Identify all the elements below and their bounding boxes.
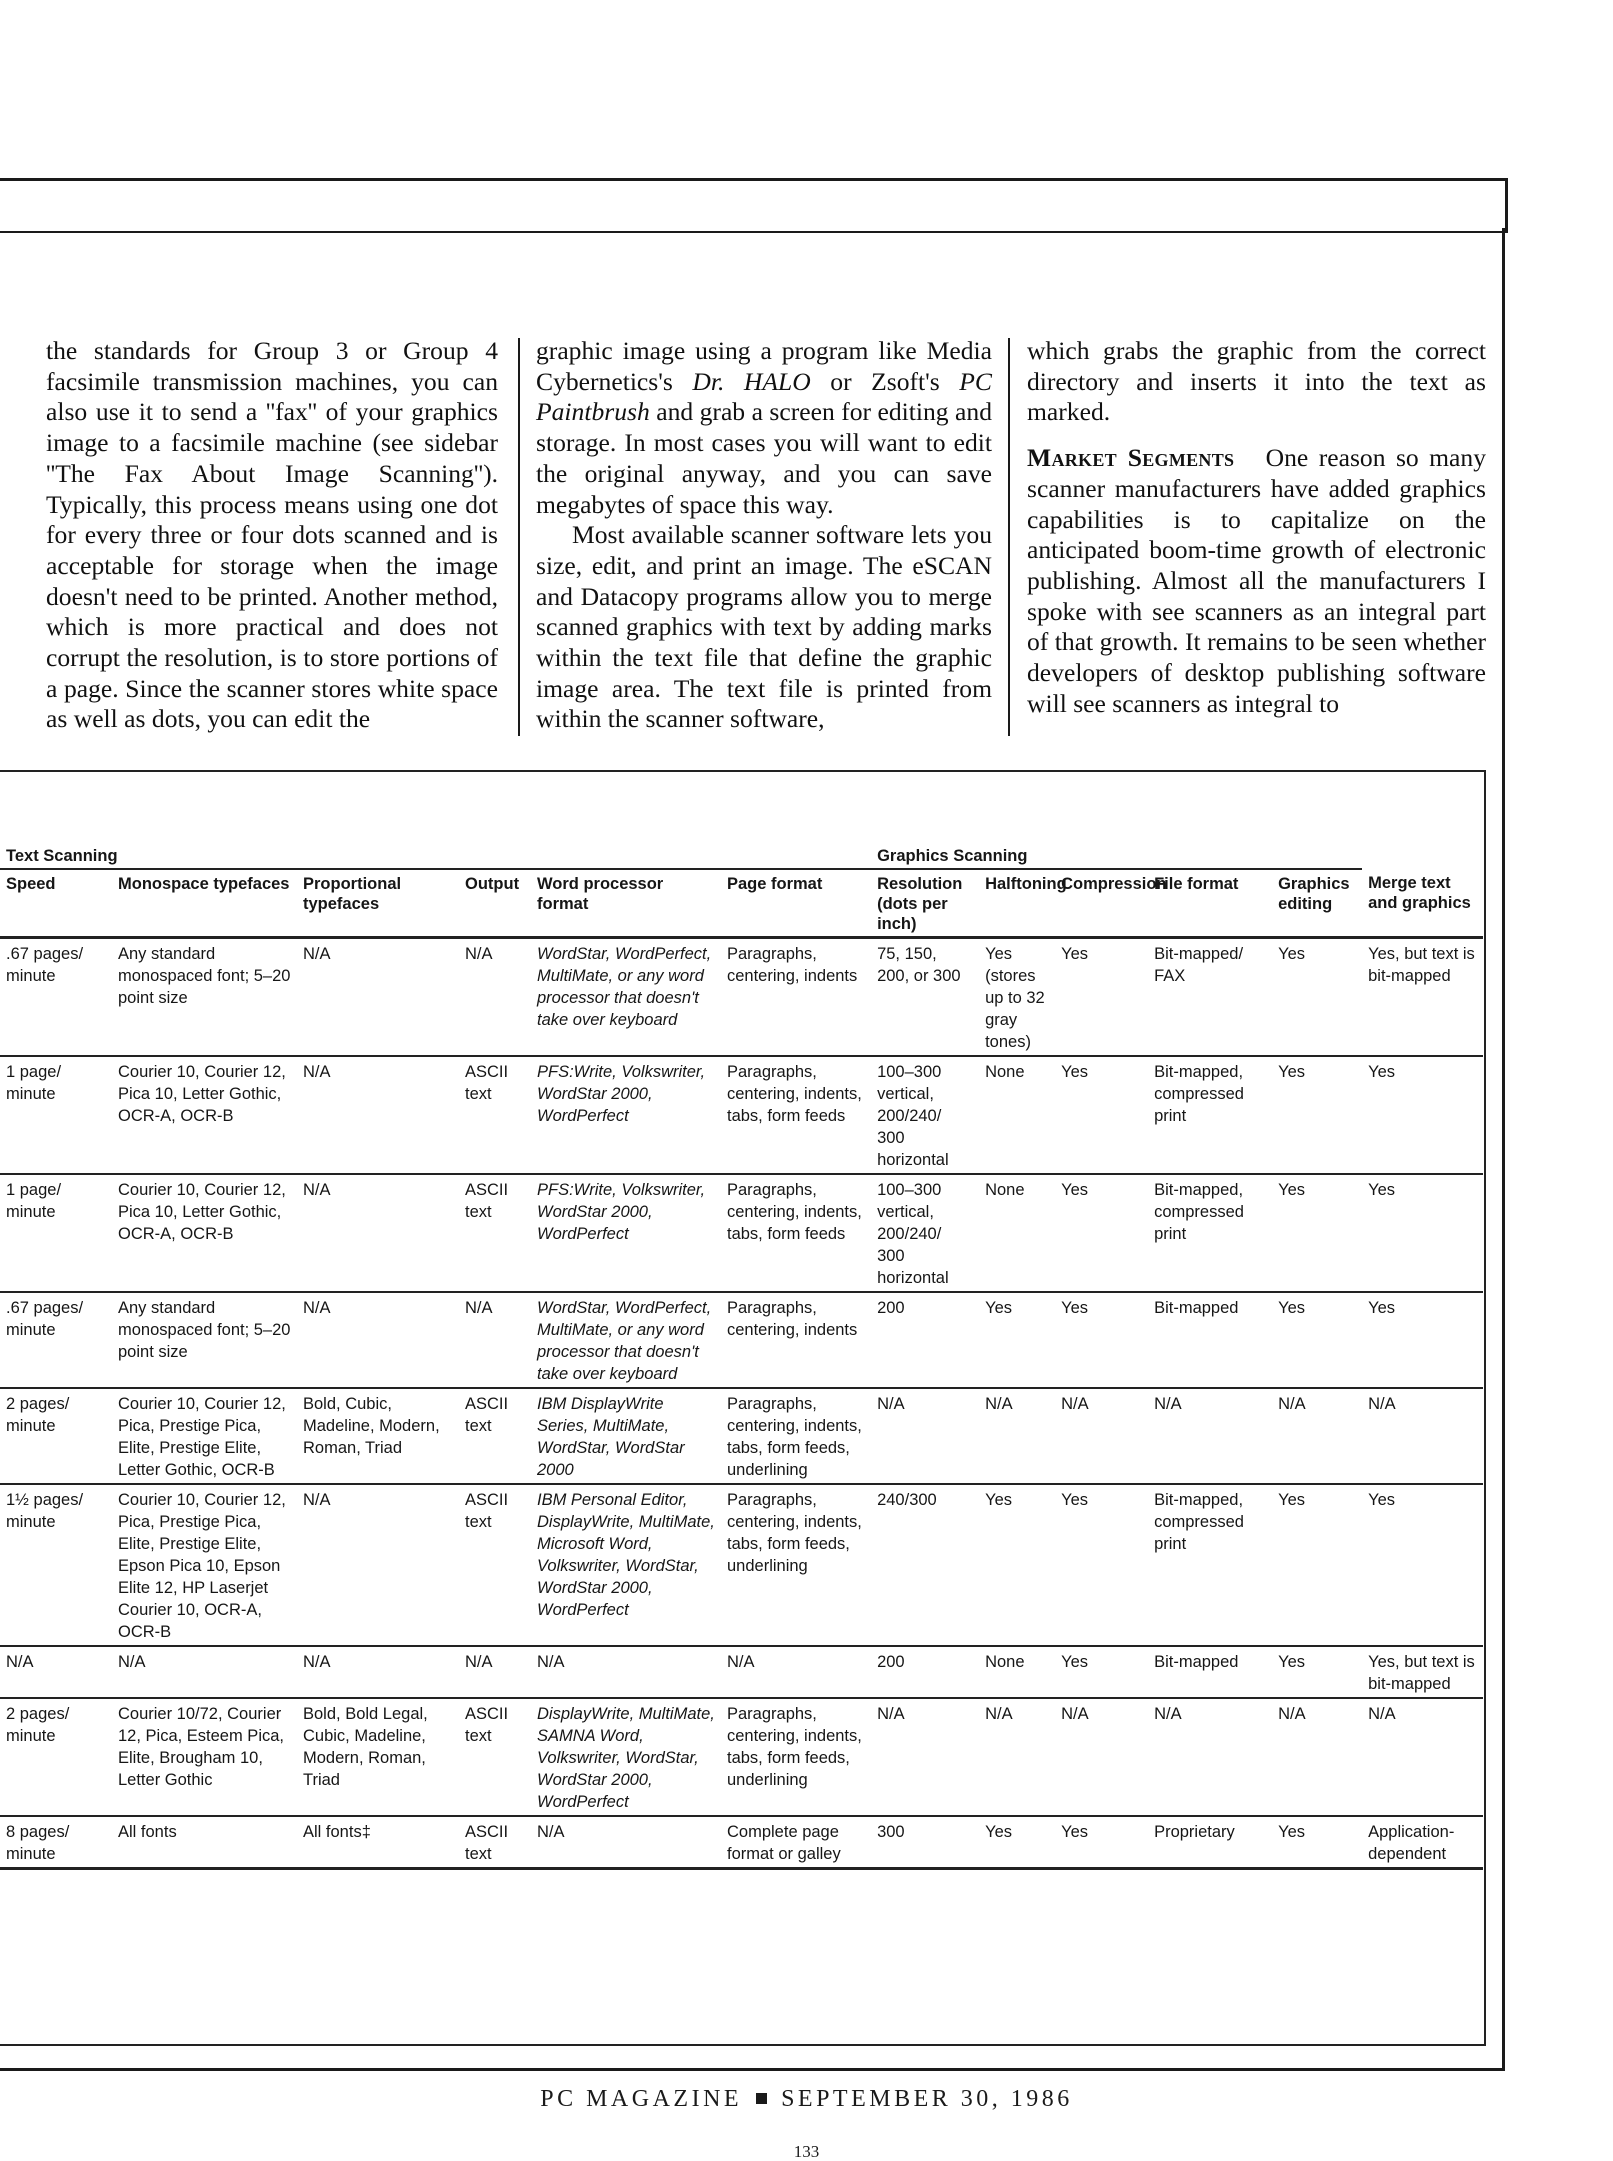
cell-page-format: Paragraphs, centering, indents, tabs, form feeds bbox=[727, 1181, 862, 1243]
cell-output: ASCII text bbox=[465, 1705, 509, 1745]
scanner-spec-table bbox=[0, 842, 1483, 1870]
cell-monospace: Courier 10, Courier 12, Pica, Prestige Pica, Elite, Prestige Elite, Epson Pica 10, Epson Elite 12, HP Laserjet Courier 10, OCR-A, OCR-B bbox=[118, 1491, 286, 1641]
cell-page-format: N/A bbox=[727, 1653, 755, 1671]
cell-graphics-editing: Yes bbox=[1278, 1823, 1305, 1841]
cell-file-format: N/A bbox=[1154, 1705, 1182, 1723]
cell-word-processor: DisplayWrite, MultiMate, SAMNA Word, Volkswriter, WordStar, WordStar 2000, WordPerfect bbox=[537, 1705, 715, 1811]
table-row bbox=[0, 1388, 1483, 1484]
cell-merge: Yes bbox=[1368, 1491, 1396, 1509]
header-compression: Compression bbox=[1055, 869, 1148, 938]
cell-output: ASCII text bbox=[465, 1491, 509, 1531]
col2-text-a: graphic image using a program like Media Cybernetics's bbox=[536, 336, 992, 396]
cell-compression: Yes bbox=[1061, 1299, 1088, 1317]
cell-speed: 2 pages/ minute bbox=[6, 1705, 70, 1745]
cell-merge: Yes bbox=[1368, 1063, 1396, 1081]
cell-proportional: N/A bbox=[303, 945, 331, 963]
col2-text-c: or Zsoft's bbox=[810, 366, 960, 396]
cell-output: ASCII text bbox=[465, 1181, 509, 1221]
cell-page-format: Paragraphs, centering, indents bbox=[727, 945, 858, 985]
column-1-text: the standards for Group 3 or Group 4 facsimile transmission machines, you can also use it to send a ''fax'' of your graphics image to a facsimile machine (see sidebar ''The Fax About Image Scanning''). Typically, this process means using one dot for every three or four dots scanned and is acceptable for storage when the image doesn't need to be printed. Another method, which is more practical and does not corrupt the resolution, is to store portions of a page. Since the scanner stores white space as well as dots, you can edit the bbox=[46, 336, 498, 734]
cell-merge: Yes, but text is bit-mapped bbox=[1368, 1653, 1475, 1693]
table-row bbox=[0, 1292, 1483, 1388]
cell-graphics-editing: Yes bbox=[1278, 1653, 1305, 1671]
page-frame-bottom bbox=[0, 2068, 1505, 2071]
cell-compression: Yes bbox=[1061, 1063, 1088, 1081]
header-monospace: Monospace typefaces bbox=[112, 869, 297, 938]
cell-resolution: 75, 150, 200, or 300 bbox=[877, 945, 961, 985]
cell-merge: Yes, but text is bit-mapped bbox=[1368, 945, 1475, 985]
cell-proportional: N/A bbox=[303, 1299, 331, 1317]
cell-resolution: 100–300 vertical, 200/240/ 300 horizontal bbox=[877, 1181, 949, 1287]
cell-monospace: Courier 10, Courier 12, Pica 10, Letter Gothic, OCR-A, OCR-B bbox=[118, 1063, 286, 1125]
article-column-2 bbox=[536, 336, 992, 746]
cell-file-format: N/A bbox=[1154, 1395, 1182, 1413]
header-page-format: Page format bbox=[721, 869, 871, 938]
cell-word-processor: WordStar, WordPerfect, MultiMate, or any word processor that doesn't take over keyboard bbox=[537, 945, 712, 1029]
header-merge: Merge text and graphics bbox=[1362, 869, 1483, 938]
cell-proportional: N/A bbox=[303, 1653, 331, 1671]
cell-graphics-editing: N/A bbox=[1278, 1705, 1306, 1723]
cell-word-processor: PFS:Write, Volkswriter, WordStar 2000, WordPerfect bbox=[537, 1063, 706, 1125]
cell-merge: N/A bbox=[1368, 1395, 1396, 1413]
cell-merge: N/A bbox=[1368, 1705, 1396, 1723]
cell-merge: Yes bbox=[1368, 1299, 1396, 1317]
footer-date: SEPTEMBER 30, 1986 bbox=[781, 2086, 1073, 2112]
cell-speed: .67 pages/ minute bbox=[6, 1299, 84, 1339]
cell-speed: 2 pages/ minute bbox=[6, 1395, 70, 1435]
cell-file-format: Bit-mapped bbox=[1154, 1653, 1239, 1671]
column-3-paragraph-2-text: One reason so many scanner manufacturers have added graphics capabilities is to capitalize on the anticipated boom-time growth of electronic publishing. Almost all the manufacturers I spoke with see scanners as an integral part of that growth. It remains to be seen whether developers of desktop publishing software will see scanners as integral to bbox=[1027, 443, 1486, 718]
col2-text-e: and grab a screen for editing and storage. In most cases you will want to edit the original anyway, and you can save megabytes of space this way. bbox=[536, 397, 992, 519]
cell-resolution: N/A bbox=[877, 1705, 905, 1723]
section-heading-market-segments: Market Segments bbox=[1027, 443, 1235, 473]
article-column-3 bbox=[1027, 336, 1486, 746]
cell-file-format: Bit-mapped/ FAX bbox=[1154, 945, 1244, 985]
cell-graphics-editing: Yes bbox=[1278, 945, 1305, 963]
page-number: 133 bbox=[793, 2142, 820, 2161]
cell-halftoning: Yes bbox=[985, 1823, 1012, 1841]
cell-output: N/A bbox=[465, 945, 493, 963]
cell-speed: 1½ pages/ minute bbox=[6, 1491, 84, 1531]
header-output: Output bbox=[459, 869, 531, 938]
cell-graphics-editing: Yes bbox=[1278, 1491, 1305, 1509]
header-resolution: Resolution (dots per inch) bbox=[871, 869, 979, 938]
cell-monospace: Courier 10, Courier 12, Pica, Prestige Pica, Elite, Prestige Elite, Letter Gothic, OCR-B bbox=[118, 1395, 286, 1479]
cell-page-format: Paragraphs, centering, indents, tabs, form feeds, underlining bbox=[727, 1705, 862, 1789]
cell-page-format: Paragraphs, centering, indents, tabs, form feeds, underlining bbox=[727, 1491, 862, 1575]
cell-resolution: 240/300 bbox=[877, 1491, 937, 1509]
header-file-format: File format bbox=[1148, 869, 1272, 938]
cell-speed: 1 page/ minute bbox=[6, 1181, 62, 1221]
table-row bbox=[0, 1484, 1483, 1646]
column-rule-2 bbox=[1008, 338, 1010, 736]
footer-bullet-icon bbox=[756, 2093, 767, 2104]
column-2-paragraph-2: Most available scanner software lets you size, edit, and print an image. The eSCAN and Datacopy programs allow you to merge scanned graphics with text by adding marks within the text file that define the graphic image area. The text file is printed from within the scanner software, bbox=[536, 520, 992, 734]
page-frame-top bbox=[0, 178, 1508, 233]
cell-word-processor: PFS:Write, Volkswriter, WordStar 2000, WordPerfect bbox=[537, 1181, 706, 1243]
group-header-row bbox=[0, 842, 1483, 869]
cell-output: N/A bbox=[465, 1299, 493, 1317]
cell-word-processor: N/A bbox=[537, 1823, 565, 1841]
cell-output: N/A bbox=[465, 1653, 493, 1671]
cell-proportional: Bold, Cubic, Madeline, Modern, Roman, Triad bbox=[303, 1395, 440, 1457]
cell-proportional: All fonts‡ bbox=[303, 1823, 371, 1841]
footer-magazine: PC MAGAZINE bbox=[540, 2086, 743, 2112]
cell-file-format: Proprietary bbox=[1154, 1823, 1235, 1841]
cell-word-processor: N/A bbox=[537, 1653, 565, 1671]
cell-monospace: Any standard monospaced font; 5–20 point size bbox=[118, 945, 291, 1007]
cell-compression: Yes bbox=[1061, 1491, 1088, 1509]
cell-compression: Yes bbox=[1061, 1823, 1088, 1841]
cell-compression: N/A bbox=[1061, 1705, 1089, 1723]
page-frame-right bbox=[1502, 228, 1505, 2071]
cell-graphics-editing: Yes bbox=[1278, 1063, 1305, 1081]
column-2-paragraph-1 bbox=[536, 336, 992, 520]
column-3-paragraph-1: which grabs the graphic from the correct directory and inserts it into the text as marked. bbox=[1027, 336, 1486, 427]
cell-monospace: Courier 10/72, Courier 12, Pica, Esteem Pica, Elite, Brougham 10, Letter Gothic bbox=[118, 1705, 284, 1789]
group-empty-cell bbox=[1362, 842, 1483, 869]
cell-halftoning: Yes bbox=[985, 1491, 1012, 1509]
cell-speed: .67 pages/ minute bbox=[6, 945, 84, 985]
cell-monospace: N/A bbox=[118, 1653, 146, 1671]
cell-graphics-editing: Yes bbox=[1278, 1181, 1305, 1199]
cell-speed: 8 pages/ minute bbox=[6, 1823, 70, 1863]
table-row bbox=[0, 1056, 1483, 1174]
article-column-1 bbox=[46, 336, 498, 746]
column-rule-1 bbox=[518, 338, 520, 736]
table-row bbox=[0, 1698, 1483, 1816]
cell-compression: N/A bbox=[1061, 1395, 1089, 1413]
cell-proportional: N/A bbox=[303, 1491, 331, 1509]
cell-monospace: Courier 10, Courier 12, Pica 10, Letter Gothic, OCR-A, OCR-B bbox=[118, 1181, 286, 1243]
header-proportional: Proportional typefaces bbox=[297, 869, 459, 938]
cell-graphics-editing: Yes bbox=[1278, 1299, 1305, 1317]
cell-word-processor: IBM DisplayWrite Series, MultiMate, WordStar, WordStar 2000 bbox=[537, 1395, 685, 1479]
cell-file-format: Bit-mapped, compressed print bbox=[1154, 1063, 1244, 1125]
column-3-paragraph-2 bbox=[1027, 443, 1486, 719]
table-row bbox=[0, 1646, 1483, 1698]
cell-resolution: 300 bbox=[877, 1823, 905, 1841]
cell-resolution: N/A bbox=[877, 1395, 905, 1413]
cell-proportional: Bold, Bold Legal, Cubic, Madeline, Modern, Roman, Triad bbox=[303, 1705, 428, 1789]
cell-monospace: Any standard monospaced font; 5–20 point size bbox=[118, 1299, 291, 1361]
group-graphics-scanning: Graphics Scanning bbox=[871, 842, 1362, 869]
cell-resolution: 100–300 vertical, 200/240/ 300 horizontal bbox=[877, 1063, 949, 1169]
cell-page-format: Paragraphs, centering, indents, tabs, form feeds bbox=[727, 1063, 862, 1125]
cell-speed: 1 page/ minute bbox=[6, 1063, 62, 1103]
cell-merge: Yes bbox=[1368, 1181, 1396, 1199]
header-graphics-editing: Graphics editing bbox=[1272, 869, 1362, 938]
cell-resolution: 200 bbox=[877, 1653, 905, 1671]
cell-compression: Yes bbox=[1061, 1181, 1088, 1199]
cell-graphics-editing: N/A bbox=[1278, 1395, 1306, 1413]
group-text-scanning: Text Scanning bbox=[0, 842, 871, 869]
cell-speed: N/A bbox=[6, 1653, 34, 1671]
header-word-processor: Word processor format bbox=[531, 869, 721, 938]
cell-halftoning: None bbox=[985, 1653, 1025, 1671]
cell-file-format: Bit-mapped, compressed print bbox=[1154, 1491, 1244, 1553]
cell-halftoning: None bbox=[985, 1063, 1025, 1081]
column-header-row bbox=[0, 869, 1483, 938]
col2-product-dr-halo: Dr. HALO bbox=[692, 366, 811, 396]
cell-halftoning: N/A bbox=[985, 1705, 1013, 1723]
cell-compression: Yes bbox=[1061, 1653, 1088, 1671]
cell-halftoning: N/A bbox=[985, 1395, 1013, 1413]
header-halftoning: Halftoning bbox=[979, 869, 1055, 938]
cell-compression: Yes bbox=[1061, 945, 1088, 963]
table-row bbox=[0, 938, 1483, 1057]
cell-monospace: All fonts bbox=[118, 1823, 177, 1841]
cell-halftoning: Yes (stores up to 32 gray tones) bbox=[985, 945, 1045, 1051]
cell-halftoning: Yes bbox=[985, 1299, 1012, 1317]
cell-halftoning: None bbox=[985, 1181, 1025, 1199]
cell-file-format: Bit-mapped, compressed print bbox=[1154, 1181, 1244, 1243]
cell-page-format: Paragraphs, centering, indents, tabs, form feeds, underlining bbox=[727, 1395, 862, 1479]
cell-output: ASCII text bbox=[465, 1395, 509, 1435]
cell-resolution: 200 bbox=[877, 1299, 905, 1317]
cell-page-format: Complete page format or galley bbox=[727, 1823, 841, 1863]
table-row bbox=[0, 1174, 1483, 1292]
header-speed: Speed bbox=[0, 869, 112, 938]
cell-word-processor: IBM Personal Editor, DisplayWrite, MultiMate, Microsoft Word, Volkswriter, WordStar, WordStar 2000, WordPerfect bbox=[537, 1491, 715, 1619]
cell-proportional: N/A bbox=[303, 1063, 331, 1081]
cell-proportional: N/A bbox=[303, 1181, 331, 1199]
page-footer bbox=[0, 2086, 1613, 2113]
cell-page-format: Paragraphs, centering, indents bbox=[727, 1299, 858, 1339]
cell-word-processor: WordStar, WordPerfect, MultiMate, or any word processor that doesn't take over keyboard bbox=[537, 1299, 712, 1383]
cell-output: ASCII text bbox=[465, 1823, 509, 1863]
cell-merge: Application-dependent bbox=[1368, 1823, 1455, 1863]
cell-file-format: Bit-mapped bbox=[1154, 1299, 1239, 1317]
table-row bbox=[0, 1816, 1483, 1869]
cell-output: ASCII text bbox=[465, 1063, 509, 1103]
col2-product-pc-paintbrush: PC Paintbrush bbox=[536, 366, 992, 427]
